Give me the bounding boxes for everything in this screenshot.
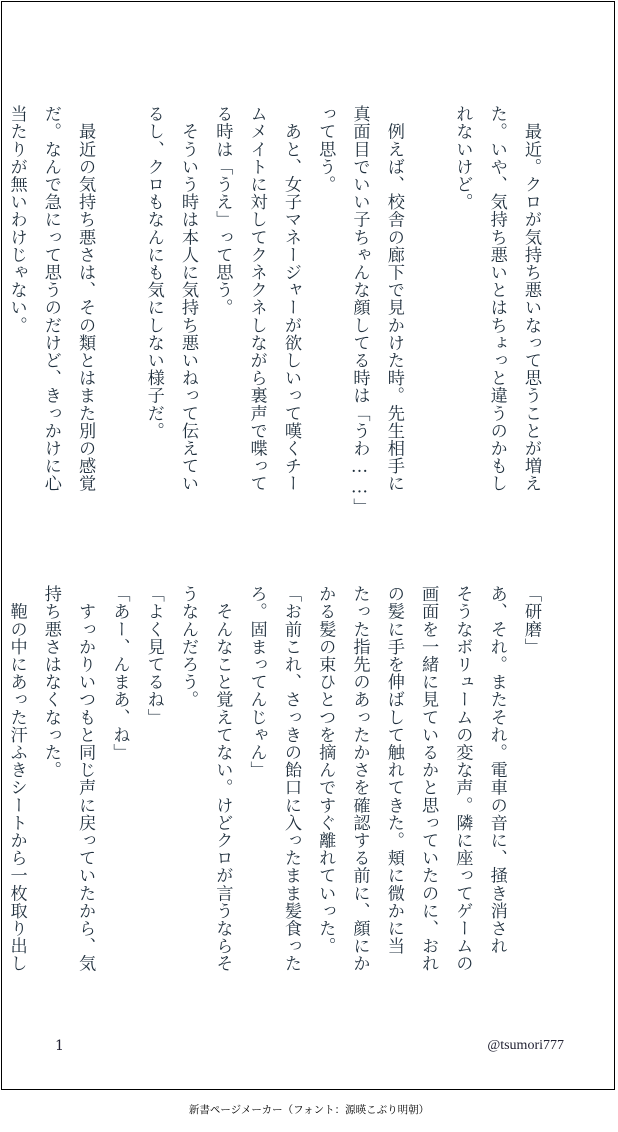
text-line: ろ。固まってんじゃん」 [246,585,267,779]
text-line: た。いや、気持ち悪いとはちょっと違うのかもし [486,105,507,493]
text-line: って思う。 [315,105,336,193]
text-line: 最近。クロが気持ち悪いなって思うことが増え [521,105,541,493]
text-line: る時は「うえ」って思う。 [212,105,233,317]
text-line: あと、女子マネージャーが欲しいって嘆くチー [280,105,301,493]
page-number: 1 [55,1038,64,1054]
text-line: そうなボリュームの変な声。隣に座ってゲームの [452,585,473,973]
text-line [102,105,136,565]
text-line: ムメイトに対してクネクネしながら裏声で喋って [246,105,267,493]
text-line: 「研磨」 [521,585,541,656]
text-line: れないけど。 [452,105,473,211]
text-line: たった指先のあったかさを確認する前に、顔にか [349,585,370,973]
text-line: るし、クロもなんにも気にしない様子だ。 [143,105,164,440]
text-line: かる髪の束ひとつを摘んですぐ離れていった。 [315,585,336,955]
text-line: 持ち悪さはなくなった。 [40,585,61,779]
text-line: 「お前これ、さっきの飴口に入ったまま髪食った [280,585,301,973]
text-line: 例えば、校舎の廊下で見かけた時。先生相手に [383,105,404,493]
text-line: 鞄の中にあった汗ふきシートから一枚取り出し [6,585,27,973]
text-line: 最近の気持ち悪さは、その類とはまた別の感覚 [75,105,96,493]
text-line: 「よく見てるね」 [143,585,164,726]
text-line: 当たりが無いわけじゃない。 [6,105,27,334]
text-line: あ、それ。またそれ。電車の音に、掻き消され [486,585,507,955]
text-line: 「あー、んまあ、ね」 [109,585,130,761]
manuscript-page [1,1,615,1090]
text-line: の髪に手を伸ばして触れてきた。頬に微かに当 [383,585,404,955]
text-line: うなんだろう。 [178,585,199,709]
text-block-bottom [6,585,548,1045]
author-handle: @tsumori777 [487,1038,564,1053]
text-line: 真面目でいい子ちゃんな顔してる時は「うわ……」 [349,105,370,516]
text-line: そういう時は本人に気持ち悪いねって伝えてい [178,105,199,493]
text-block-top [6,105,548,565]
text-line: だ。なんで急にって思うのだけど、きっかけに心 [40,105,61,493]
text-line: そんなこと覚えてない。けどクロが言うならそ [212,585,233,973]
text-line: すっかりいつもと同じ声に戻っていたから、気 [75,585,96,973]
text-line: 画面を一緒に見ているかと思っていたのに、おれ [418,585,439,973]
text-line [411,105,445,565]
generator-credit: 新書ページメーカー（フォント：源暎こぶり明朝） [188,1104,430,1116]
